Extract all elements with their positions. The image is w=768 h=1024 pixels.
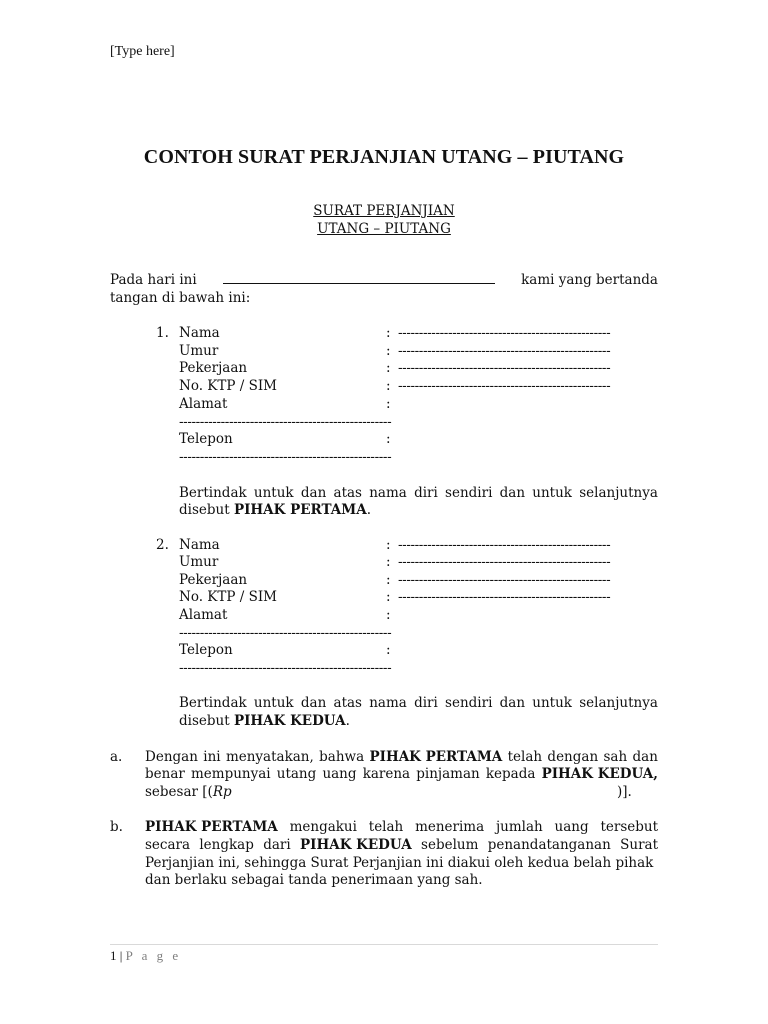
subtitle-line-1: SURAT PERJANJIAN [313, 203, 455, 219]
currency-label: Rp [212, 784, 232, 800]
telepon-dash-fill: --------------------------------------------------- [179, 449, 392, 465]
party-1-field-ktp: No. KTP / SIM [179, 378, 277, 394]
party-1-number: 1. [156, 325, 169, 341]
field-colon: : [386, 431, 391, 447]
intro-prefix: Pada hari ini [110, 272, 197, 288]
clause-a-line-1: Dengan ini menyatakan, bahwa PIHAK PERTAMA telah dengan sah dan [145, 749, 658, 765]
party-1-field-umur: Umur [179, 343, 219, 359]
alamat-dash-fill: --------------------------------------------------- [179, 625, 392, 641]
page-footer: 1 | P a g e [110, 948, 182, 963]
field-colon: : [386, 325, 391, 341]
field-dash-fill: --------------------------------------------------- [398, 360, 611, 376]
field-colon: : [386, 378, 391, 394]
subtitle-line-2: UTANG – PIUTANG [317, 221, 451, 237]
party-2-designation: PIHAK KEDUA [233, 713, 346, 729]
field-dash-fill: --------------------------------------------------- [398, 572, 611, 588]
intro-suffix: kami yang bertanda [521, 272, 658, 288]
field-colon: : [386, 589, 391, 605]
field-dash-fill: --------------------------------------------------- [398, 537, 611, 553]
party-2-statement-line-1: Bertindak untuk dan atas nama diri sendiri dan untuk selanjutnya [179, 695, 658, 711]
footer-divider [110, 944, 658, 945]
field-colon: : [386, 642, 391, 658]
page-label: P a g e [125, 948, 182, 963]
party-1-field-nama: Nama [179, 325, 220, 341]
clause-b-line-3: Perjanjian ini, sehingga Surat Perjanjian ini diakui oleh kedua belah pihak [145, 855, 654, 871]
field-colon: : [386, 343, 391, 359]
party-1-statement-line-1: Bertindak untuk dan atas nama diri sendiri dan untuk selanjutnya [179, 485, 658, 501]
clause-b-line-1: PIHAK PERTAMA mengakui telah menerima jumlah uang tersebut [145, 819, 658, 835]
page-number: 1 [110, 948, 117, 963]
field-colon: : [386, 572, 391, 588]
party-1-field-alamat: Alamat [179, 396, 228, 412]
party-2-field-umur: Umur [179, 554, 219, 570]
party-2-number: 2. [156, 537, 169, 553]
field-colon: : [386, 554, 391, 570]
party-1-designation: PIHAK PERTAMA [233, 502, 367, 518]
field-colon: : [386, 360, 391, 376]
party-2-statement-line-2: disebut PIHAK KEDUA. [179, 713, 350, 729]
party-2-field-pekerjaan: Pekerjaan [179, 572, 248, 588]
clause-b-line-2: secara lengkap dari PIHAK KEDUA sebelum penandatanganan Surat [145, 837, 658, 853]
field-dash-fill: --------------------------------------------------- [398, 378, 611, 394]
date-blank-line [223, 273, 495, 284]
field-colon: : [386, 396, 391, 412]
clause-a-marker: a. [110, 749, 123, 765]
party-1-field-pekerjaan: Pekerjaan [179, 360, 248, 376]
party-1-field-telepon: Telepon [179, 431, 233, 447]
field-dash-fill: --------------------------------------------------- [398, 554, 611, 570]
clause-b-marker: b. [110, 819, 123, 835]
field-dash-fill: --------------------------------------------------- [398, 343, 611, 359]
clause-a-amount-suffix: )]. [617, 784, 632, 800]
clause-a-amount-prefix: sebesar [(Rp [145, 784, 232, 800]
party-2-field-ktp: No. KTP / SIM [179, 589, 277, 605]
party-2-field-nama: Nama [179, 537, 220, 553]
alamat-dash-fill: --------------------------------------------------- [179, 414, 392, 430]
document-title: CONTOH SURAT PERJANJIAN UTANG – PIUTANG [143, 146, 625, 168]
clause-b-line-4: dan berlaku sebagai tanda penerimaan yang sah. [145, 872, 483, 888]
field-colon: : [386, 607, 391, 623]
intro-line-2: tangan di bawah ini: [110, 290, 251, 306]
telepon-dash-fill: --------------------------------------------------- [179, 660, 392, 676]
intro-line-1 [110, 272, 658, 288]
clause-a-line-2: benar mempunyai utang uang karena pinjaman kepada PIHAK KEDUA, [145, 766, 658, 782]
header-placeholder: [Type here] [110, 44, 175, 59]
party-2-field-telepon: Telepon [179, 642, 233, 658]
field-dash-fill: --------------------------------------------------- [398, 589, 611, 605]
field-dash-fill: --------------------------------------------------- [398, 325, 611, 341]
party-2-field-alamat: Alamat [179, 607, 228, 623]
field-colon: : [386, 537, 391, 553]
party-1-statement-line-2: disebut PIHAK PERTAMA. [179, 502, 371, 518]
